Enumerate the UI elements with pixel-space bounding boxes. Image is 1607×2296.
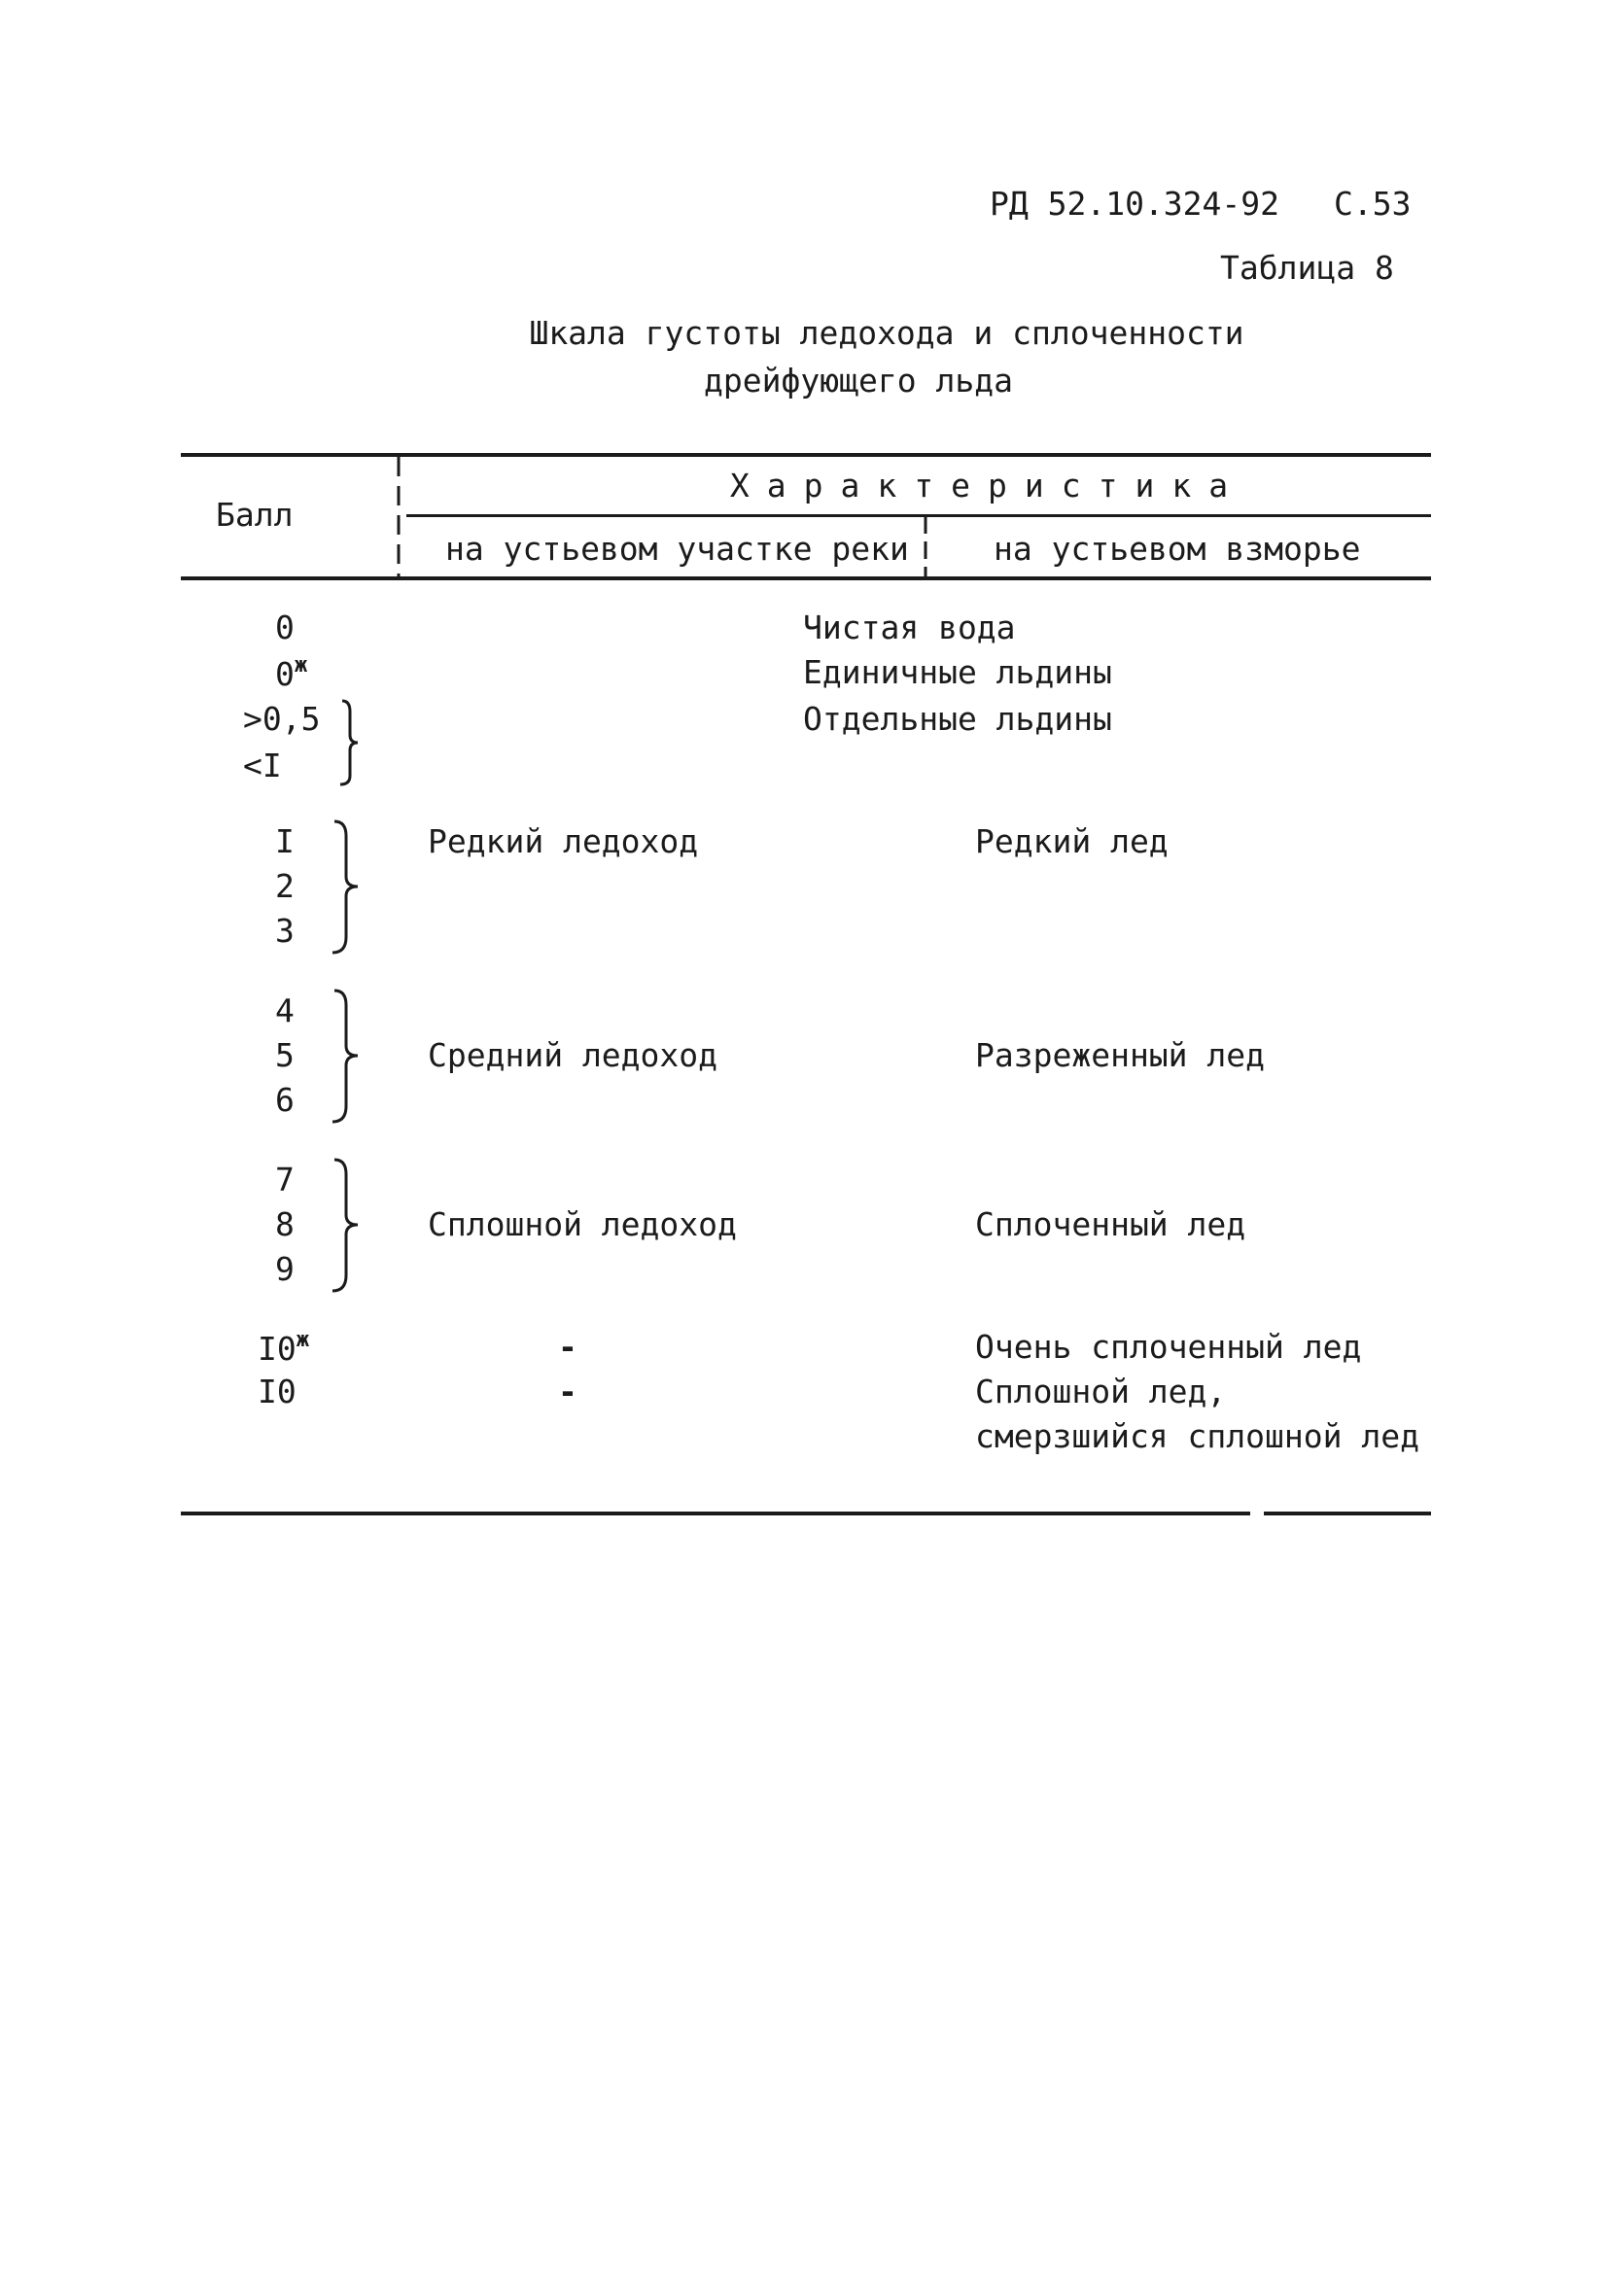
column-header-sea: на устьевом взморье xyxy=(994,530,1361,568)
characteristic-sea: Разреженный лед xyxy=(975,1036,1266,1074)
characteristic-sea: Редкий лед xyxy=(975,822,1169,860)
table-bottom-rule-2 xyxy=(1264,1512,1431,1515)
characteristic-sea-continued: смерзшийся сплошной лед xyxy=(975,1417,1419,1455)
ball-value: <I xyxy=(243,747,282,784)
characteristic-river: Сплошной ледоход xyxy=(428,1205,737,1243)
characteristic-sea: Очень сплоченный лед xyxy=(975,1328,1362,1366)
characteristic-sea: Сплоченный лед xyxy=(975,1205,1246,1243)
ball-value: $I0^ж$ xyxy=(258,1328,309,1368)
table-label: Таблица 8 xyxy=(1220,249,1394,287)
characteristic-river: - xyxy=(558,1328,577,1366)
table-top-rule xyxy=(181,453,1431,457)
brace-symbol xyxy=(331,988,364,1126)
ball-value: $0^ж$ xyxy=(275,653,308,693)
brace-symbol xyxy=(331,1157,364,1295)
document-code: РД 52.10.324-92 xyxy=(990,185,1280,223)
characteristic-common: Единичные льдины xyxy=(803,653,1112,691)
column-header-ball: Балл xyxy=(216,496,294,534)
characteristic-sea: Сплошной лед, xyxy=(975,1373,1227,1410)
ball-value: 6 xyxy=(275,1081,295,1119)
characteristic-river: - xyxy=(558,1373,577,1410)
characteristic-river: Средний ледоход xyxy=(428,1036,718,1074)
page-number: С.53 xyxy=(1334,185,1412,223)
characteristic-river: Редкий ледоход xyxy=(428,822,699,860)
column-separator-2 xyxy=(916,514,935,578)
ball-value: 2 xyxy=(275,867,295,905)
ball-value: 0 xyxy=(275,609,295,646)
ball-value: 5 xyxy=(275,1036,295,1074)
ball-value: I0 xyxy=(258,1373,297,1410)
characteristic-common: Отдельные льдины xyxy=(803,700,1112,738)
table-title-line2: дрейфующего льда xyxy=(704,362,1013,400)
ball-value: >0,5 xyxy=(243,700,321,738)
table-title-line1: Шкала густоты ледохода и сплоченности xyxy=(529,314,1244,352)
table-bottom-rule-1 xyxy=(181,1512,1250,1515)
ball-value: 8 xyxy=(275,1205,295,1243)
brace-symbol xyxy=(331,818,364,957)
column-header-river: на устьевом участке реки xyxy=(445,530,909,568)
ball-value: I xyxy=(275,822,295,860)
ball-value: 4 xyxy=(275,991,295,1029)
column-header-characteristic: Характеристика xyxy=(729,467,1246,504)
characteristic-common: Чистая вода xyxy=(803,609,1016,646)
brace-symbol xyxy=(338,698,364,787)
column-separator-1 xyxy=(389,453,408,579)
ball-value: 9 xyxy=(275,1250,295,1288)
ball-value: 3 xyxy=(275,912,295,950)
header-bottom-rule xyxy=(181,576,1431,580)
ball-value: 7 xyxy=(275,1161,295,1199)
